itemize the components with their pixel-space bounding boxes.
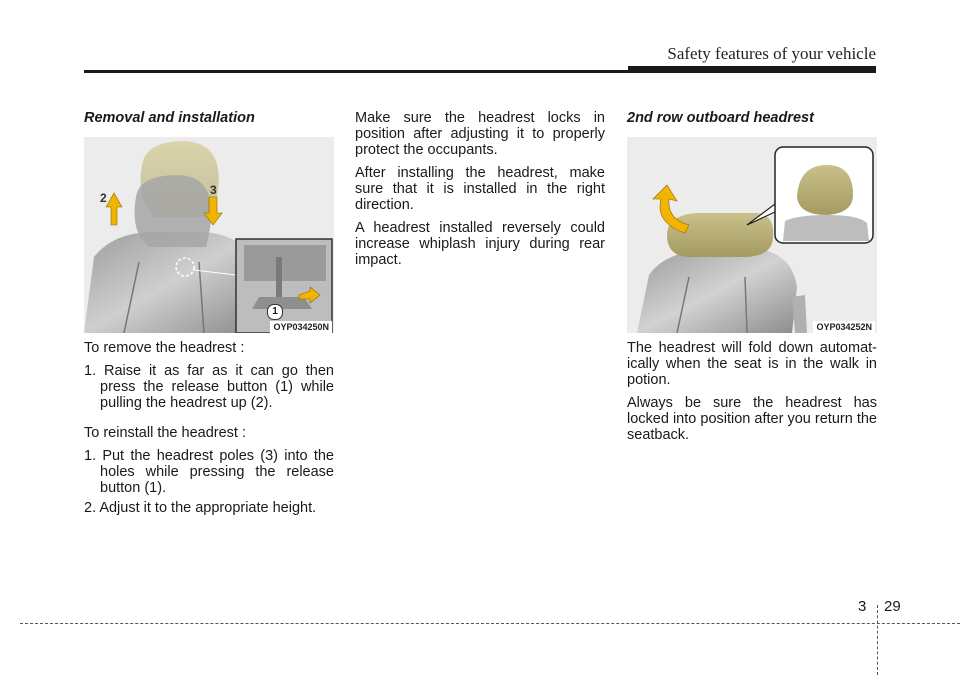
headrest-removal-figure [84, 137, 334, 333]
callout-1: 1 [267, 304, 283, 320]
remove-steps [84, 363, 334, 411]
left-column [84, 110, 334, 530]
section-heading-removal: Removal and installation [84, 110, 255, 126]
running-header: Safety features of your vehicle [667, 44, 876, 63]
header-rule-accent [628, 66, 876, 72]
paragraph: After installing the headrest, make sure that it is installed in the right direction. [355, 165, 605, 213]
page-number: 29 [884, 598, 901, 615]
paragraph: Make sure the headrest locks in position after adjusting it to properly protect the occupants. [355, 110, 605, 158]
list-item: 2. Adjust it to the appropriate height. [84, 500, 317, 516]
paragraph: Always be sure the headrest has locked into position after you return the seatback. [627, 395, 877, 443]
section-heading-outboard: 2nd row outboard headrest [627, 110, 814, 126]
list-item: 1. Put the headrest poles (3) into the holes while pressing the release button (1). [84, 448, 334, 496]
chapter-number: 3 [858, 598, 867, 615]
figure-code: OYP034252N [813, 321, 875, 333]
outboard-headrest-illustration [627, 137, 877, 333]
middle-column [355, 110, 605, 275]
reinstall-steps [84, 448, 334, 516]
figure-code: OYP034250N [270, 321, 332, 333]
right-column [627, 110, 877, 450]
headrest-removal-illustration [84, 137, 334, 333]
callout-2: 2 [100, 191, 107, 205]
paragraph: A headrest installed reversely could increase whiplash injury during rear impact. [355, 220, 605, 268]
remove-intro: To remove the headrest : [84, 340, 245, 356]
footer-divider [877, 605, 878, 675]
paragraph: The headrest will fold down automat-ically when the seat is in the walk in potion. [627, 340, 877, 388]
callout-3: 3 [210, 183, 217, 197]
footer-rule [20, 623, 960, 624]
reinstall-intro: To reinstall the headrest : [84, 425, 247, 441]
list-item: 1. Raise it as far as it can go then press the release button (1) while pulling the headrest up (2). [84, 363, 334, 411]
outboard-headrest-figure [627, 137, 877, 333]
